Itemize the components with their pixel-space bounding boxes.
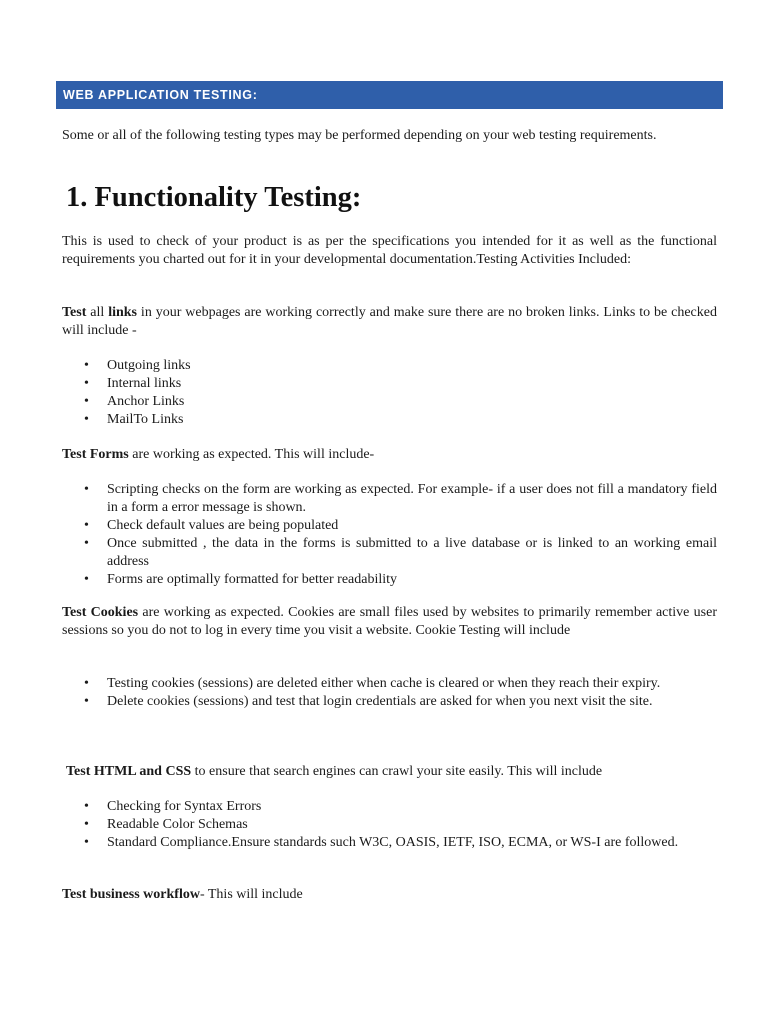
list-item: • Readable Color Schemas [62,816,717,834]
html-css-list [62,798,717,852]
heading-title: Functionality Testing: [94,182,362,213]
links-lead-plain1: all [86,305,109,320]
section-banner: WEB APPLICATION TESTING: [56,81,723,109]
list-item: • Once submitted , the data in the forms is submitted to a live database or is linked to an working email address [62,535,717,571]
workflow-lead-bold: Test business workflow [62,887,200,902]
list-item: • Testing cookies (sessions) are deleted either when cache is cleared or when they reach their expiry. [62,675,717,693]
cookies-lead-rest: are working as expected. Cookies are small files used by websites to primarily remember active user sessions so you do not to log in every time you visit a website. Cookie Testing will include [62,605,717,638]
forms-lead-rest: are working as expected. This will include- [128,447,375,462]
list-item: • Checking for Syntax Errors [62,798,717,816]
forms-paragraph [62,446,717,464]
workflow-lead-rest: - This will include [199,887,303,902]
list-item: • Internal links [62,375,717,393]
intro-paragraph: Some or all of the following testing types may be performed depending on your web testing requirements. [62,128,657,143]
cookies-list [62,675,717,711]
html-css-paragraph [66,763,717,781]
list-item: • Check default values are being populated [62,517,717,535]
cookies-paragraph [62,604,717,640]
list-item: • Outgoing links [62,357,717,375]
functionality-intro: This is used to check of your product is as per the specifications you intended for it as well as the functional requirements you charted out for it in your developmental documentation.Testing Activities Included: [62,234,717,267]
html-css-lead-rest: to ensure that search engines can crawl your site easily. This will include [191,764,603,779]
links-lead-bold1: Test [62,305,87,320]
section-heading [66,178,361,218]
list-item: • Scripting checks on the form are working as expected. For example- if a user does not fill a mandatory field in a form a error message is shown. [62,481,717,517]
links-paragraph [62,304,717,340]
cookies-lead-bold: Test Cookies [62,605,139,620]
list-item: • Forms are optimally formatted for better readability [62,571,717,589]
links-lead-rest: in your webpages are working correctly and make sure there are no broken links. Links to be checked will include - [62,305,717,338]
forms-list [62,481,717,589]
links-list [62,357,717,429]
list-item: • MailTo Links [62,411,717,429]
heading-number: 1. [66,182,88,213]
list-item: • Delete cookies (sessions) and test that login credentials are asked for when you next visit the site. [62,693,717,711]
links-lead-bold2: links [108,305,138,320]
html-css-lead-bold: Test HTML and CSS [66,764,192,779]
forms-lead-bold: Test Forms [62,447,129,462]
list-item: • Standard Compliance.Ensure standards such W3C, OASIS, IETF, ISO, ECMA, or WS-I are followed. [62,834,717,852]
workflow-paragraph [62,886,717,904]
list-item: • Anchor Links [62,393,717,411]
